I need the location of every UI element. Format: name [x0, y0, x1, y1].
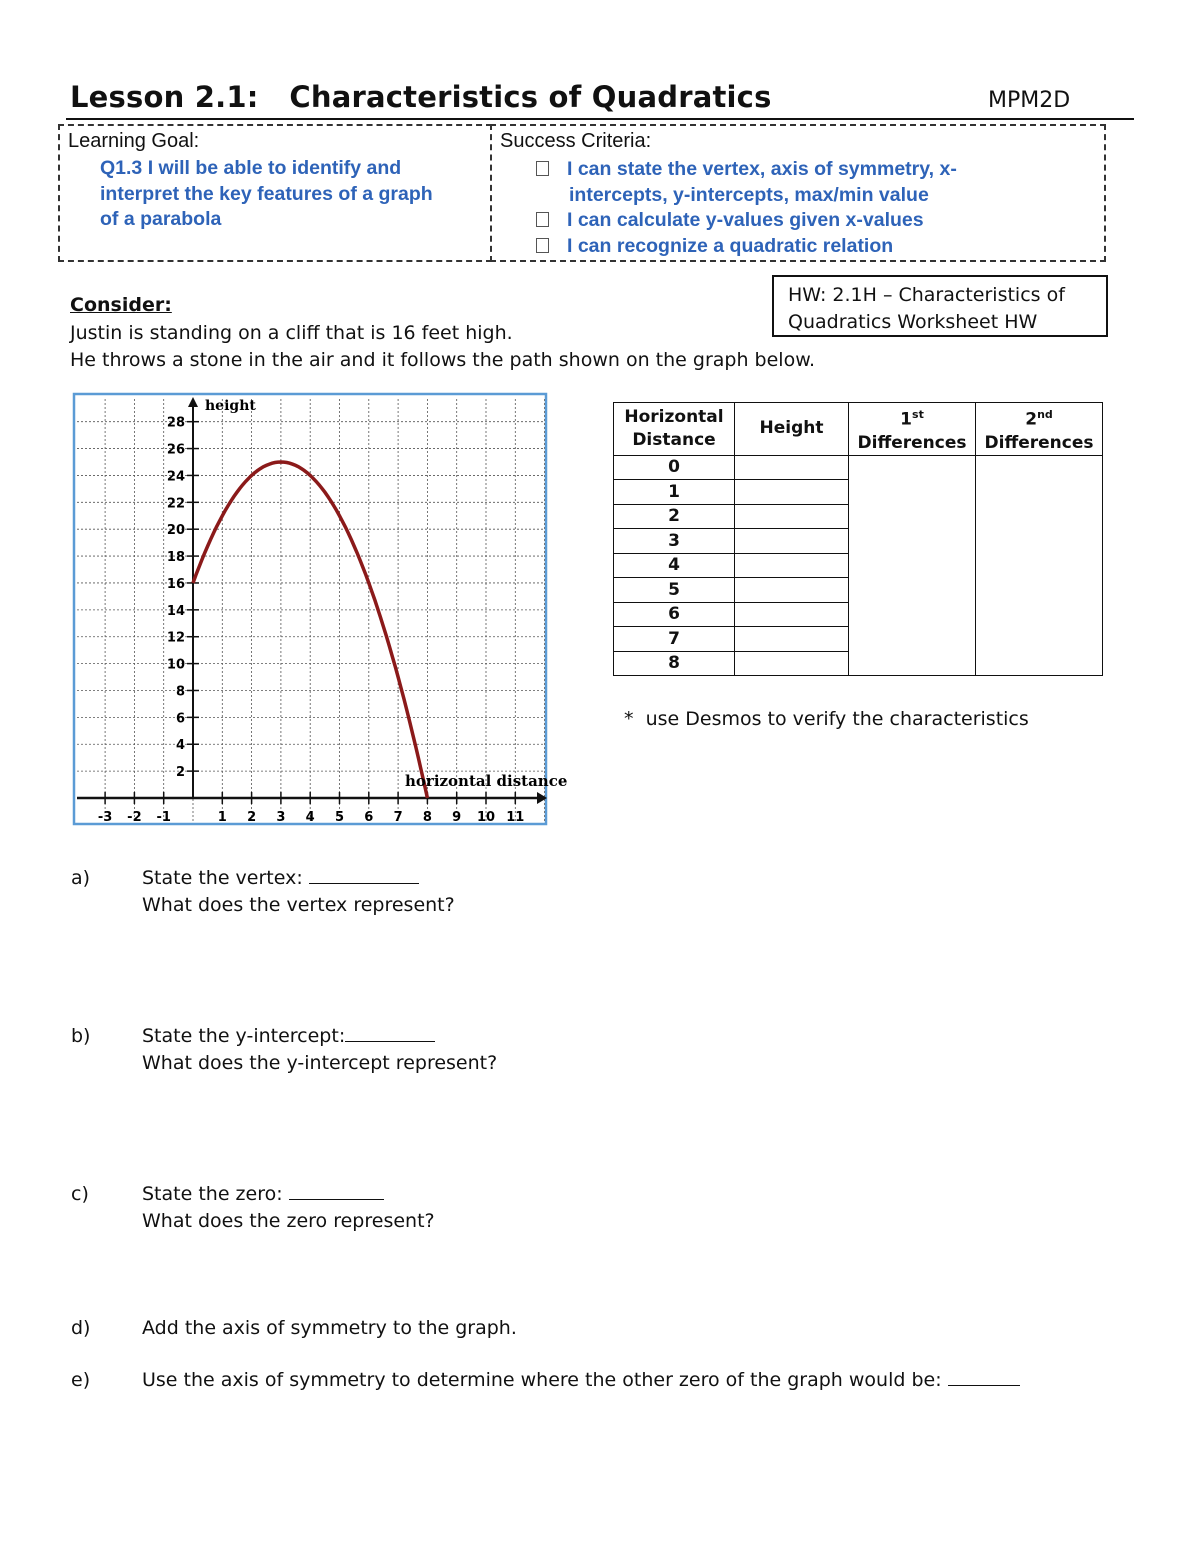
- answer-blank[interactable]: [345, 1041, 435, 1042]
- distance-cell: 1: [614, 480, 735, 505]
- height-cell[interactable]: [735, 455, 849, 480]
- page-title: Lesson 2.1: Characteristics of Quadratics: [70, 80, 772, 114]
- problem-line: He throws a stone in the air and it follows the path shown on the graph below.: [70, 349, 816, 371]
- criteria-item: I can state the vertex, axis of symmetry, x-: [536, 157, 957, 183]
- x-tick-label: 2: [247, 810, 257, 825]
- distance-cell: 0: [614, 455, 735, 480]
- checkbox-icon[interactable]: [536, 212, 549, 227]
- y-tick-label: 26: [166, 442, 185, 458]
- y-tick-label: 18: [166, 550, 185, 566]
- x-tick-label: 11: [506, 810, 525, 825]
- height-cell[interactable]: [735, 529, 849, 554]
- desmos-note: * use Desmos to verify the characteristics: [624, 708, 1029, 730]
- problem-line: Justin is standing on a cliff that is 16 feet high.: [70, 322, 513, 344]
- y-tick-label: 10: [166, 657, 185, 673]
- checkbox-icon[interactable]: [536, 161, 549, 176]
- height-cell[interactable]: [735, 578, 849, 603]
- question-e: e) Use the axis of symmetry to determine where the other zero of the graph would be:: [71, 1367, 1171, 1397]
- homework-line: HW: 2.1H – Characteristics of: [788, 284, 1065, 306]
- parabola-graph: [73, 393, 568, 827]
- homework-line: Quadratics Worksheet HW: [788, 311, 1038, 333]
- x-axis-label: horizontal distance: [405, 772, 568, 790]
- y-tick-label: 28: [166, 415, 185, 431]
- height-cell[interactable]: [735, 651, 849, 676]
- x-tick-label: -3: [97, 810, 113, 825]
- y-tick-label: 22: [166, 496, 185, 512]
- learning-goal-heading: Learning Goal:: [68, 130, 200, 152]
- answer-blank[interactable]: [289, 1199, 384, 1200]
- checkbox-icon[interactable]: [536, 238, 549, 253]
- x-tick-label: 5: [334, 810, 345, 825]
- y-tick-label: 16: [166, 576, 185, 592]
- y-axis-label: height: [205, 398, 256, 414]
- learning-goal-line: of a parabola: [100, 208, 222, 230]
- y-tick-label: 4: [175, 738, 185, 754]
- success-criteria-box: [490, 124, 1106, 262]
- x-tick-label: 1: [217, 810, 227, 825]
- x-tick-label: 6: [364, 810, 374, 825]
- distance-cell: 4: [614, 553, 735, 578]
- x-tick-label: 3: [276, 810, 286, 825]
- header-horizontal-distance: Horizontal Distance: [614, 403, 735, 456]
- title-divider: [66, 118, 1134, 120]
- y-tick-label: 12: [166, 630, 185, 646]
- question-c: c) State the zero: What does the zero represent?: [71, 1183, 435, 1232]
- question-a: a) State the vertex: What does the vertex represent?: [71, 867, 455, 916]
- x-tick-label: 7: [393, 810, 403, 825]
- header-second-differences: 2nd Differences: [976, 403, 1103, 456]
- course-code: MPM2D: [988, 88, 1071, 113]
- answer-blank[interactable]: [309, 883, 419, 884]
- y-tick-label: 6: [175, 711, 185, 727]
- height-cell[interactable]: [735, 602, 849, 627]
- y-tick-label: 20: [166, 523, 185, 539]
- x-tick-label: -1: [156, 810, 171, 825]
- y-tick-label: 14: [166, 603, 185, 619]
- criteria-item: I can calculate y-values given x-values: [536, 208, 957, 234]
- learning-goal-box: [58, 124, 492, 262]
- distance-cell: 3: [614, 529, 735, 554]
- success-criteria-heading: Success Criteria:: [500, 130, 652, 152]
- height-cell[interactable]: [735, 480, 849, 505]
- x-tick-label: -2: [127, 810, 142, 825]
- header-first-differences: 1st Differences: [849, 403, 976, 456]
- table-row: [614, 455, 1103, 480]
- distance-cell: 5: [614, 578, 735, 603]
- distance-cell: 7: [614, 627, 735, 652]
- x-tick-label: 4: [305, 810, 315, 825]
- y-tick-label: 8: [175, 684, 185, 700]
- first-differences-column[interactable]: [849, 455, 976, 676]
- x-tick-label: 10: [476, 810, 496, 825]
- height-cell[interactable]: [735, 627, 849, 652]
- y-tick-label: 2: [175, 765, 185, 781]
- height-cell[interactable]: [735, 504, 849, 529]
- question-d: d) Add the axis of symmetry to the graph.: [71, 1317, 517, 1339]
- y-tick-label: 24: [166, 469, 185, 485]
- criteria-item-continued: intercepts, y-intercepts, max/min value: [569, 183, 929, 206]
- distance-cell: 2: [614, 504, 735, 529]
- question-b: b) State the y-intercept: What does the y-intercept represent?: [71, 1025, 498, 1074]
- problem-statement: [70, 320, 815, 374]
- x-tick-label: 8: [422, 810, 432, 825]
- learning-goal-line: Q1.3 I will be able to identify and: [100, 157, 402, 179]
- differences-table: [613, 402, 1103, 676]
- x-tick-label: 9: [452, 810, 462, 825]
- header-height: Height: [735, 403, 849, 456]
- criteria-item: I can recognize a quadratic relation: [536, 234, 957, 260]
- height-cell[interactable]: [735, 553, 849, 578]
- consider-heading: Consider:: [70, 294, 172, 316]
- learning-goal-line: interpret the key features of a graph: [100, 182, 433, 205]
- distance-cell: 8: [614, 651, 735, 676]
- second-differences-column[interactable]: [976, 455, 1103, 676]
- distance-cell: 6: [614, 602, 735, 627]
- homework-box: [772, 275, 1108, 337]
- answer-blank[interactable]: [948, 1385, 1020, 1386]
